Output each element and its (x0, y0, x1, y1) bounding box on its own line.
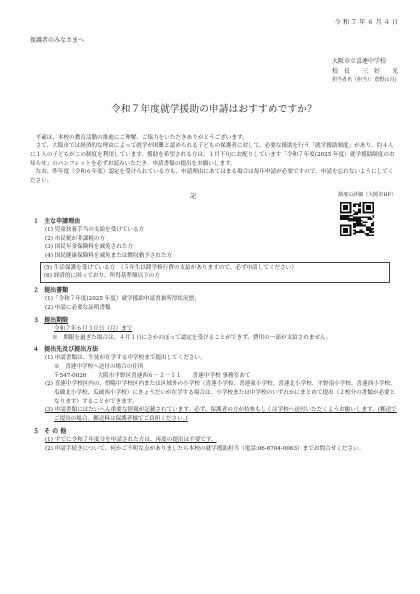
list-item: (2) 申請手続きについて、何かご不明な点がありましたら本校の就学援助担当（電話:06-6704-0063）までお問合せください。 (45, 445, 365, 452)
mailing-note: ※ 喜連中学校へ送付の場合の住所 (54, 364, 144, 371)
highlighted-box (40, 262, 390, 283)
intro-paragraph-3 (30, 168, 398, 185)
list-item: (1) すでに令和７年度分を申請された方は、再度の提出は不要です。 (45, 437, 217, 443)
deadline-note: ※ 期限を過ぎた場合は、４月１日にさかのぼって認定を受けることができず、費用の一部が支給されません。 (52, 334, 332, 341)
list-item: (6) 経済的に困っており、所得基準額以下の方 (44, 273, 160, 280)
list-item: (3) 申請書類にはたいへん重要な情報が記載されています。必ず、保護者の方が持参もしくは学校へ送付いただくようお願いします。(郵送でご提出の場合、郵送料は保護者様でご負担ください。) (45, 407, 397, 423)
deadline-date: 令和７年６月３０日（月）まで (54, 325, 133, 332)
section-documents (30, 286, 398, 313)
sender-block (332, 57, 398, 84)
list-item: (2) 喜連中学校区内の、摂陽中学校区内または区域外の小学校（喜連小学校、喜連東小学校、喜連北小学校、平野南小学校、喜連西小学校、瓜破北小学校、瓜破西小学校）にきょうだいが在学する場合は、小学校または中学校のいずれかにまとめて提出（２校分の書類が必要となります）することができます。 (45, 381, 396, 405)
intro-paragraph-2: さて、大阪市では経済的な理由によって就学が困難と認められる子どもの保護者に対して、必要な援助を行う「就学援助制度」があり、約４人に１人の子どもがこの制度を利用しています。援助を希望される方は、１月下旬にお配りしています「令和７年度(2025 年度）就学援助制度のお知らせ」のパンフレットを必ずお読みいただき、申請書類の提出をお願いします。 (30, 143, 395, 167)
qr-code-icon[interactable] (340, 202, 374, 236)
section-heading: ２ 提出書類 (32, 286, 69, 294)
section-heading: ５ そ の 他 (32, 427, 67, 435)
addressee: 保護者のみなさまへ (30, 36, 85, 44)
list-item: (5) 生活保護を受けている方 （５年生以降学修行費の支給がありますので、必ず申請してください） (44, 264, 297, 271)
intro-paragraph-1: 平素は、本校の教育活動の推進にご理解、ご協力をいただきありがとうございます。 (35, 134, 248, 141)
list-item: (1)「令和７年度(2025 年度）就学援助申請書兼所得状況票」 (45, 296, 200, 303)
section-heading: ３ 提出期限 (32, 316, 69, 324)
page-title: 令和７年度就学援助の申請はおすすめですか？ (111, 103, 317, 115)
list-item: (2) 市民税が非課税の方 (45, 235, 106, 242)
principal-name: 校 長 三 好 光 (331, 67, 398, 75)
contact-person: 担当者名（担当）：倉野(1月) (331, 77, 397, 84)
list-item: (1) 申請書類は、生徒が在学する中学校まで提出してください。 (45, 355, 206, 362)
list-item: (4) 国民健康保険料を減免または徴収猶予された方 (45, 252, 173, 259)
section-heading: １ 主な申請理由 (32, 217, 81, 225)
list-item: (2) 申請に必要な証明書類 (45, 304, 111, 311)
section-other (30, 427, 398, 454)
section-heading: ４ 提出先及び提出方法 (32, 346, 99, 354)
list-item: (1) 児童扶養手当の支給を受けている方 (45, 227, 145, 233)
list-item: (3) 国民年金保険料を減免された方 (45, 244, 134, 251)
qr-label: 制度の詳細（大阪市HP） (338, 191, 396, 198)
intro-paragraph-3-text: なお、昨年度（令和６年度）認定を受けられている方も、申請理由にあてはまる場合は毎年申請が必要ですので、申請を忘れないようにしてください。 (30, 169, 394, 185)
school-name: 大阪市立喜連中学校 (331, 58, 386, 65)
document-date: 令 和 ７ 年 ６ 月 ４ 日 (334, 19, 398, 26)
ki-mark: 記 (190, 192, 197, 200)
section-submission (30, 345, 398, 424)
mailing-address: 〒547-0026 大阪市平野区喜連西６－２－１１ 喜連中学校 事務室あて (54, 372, 251, 379)
section-deadline (30, 316, 398, 343)
intro-text (30, 134, 398, 186)
